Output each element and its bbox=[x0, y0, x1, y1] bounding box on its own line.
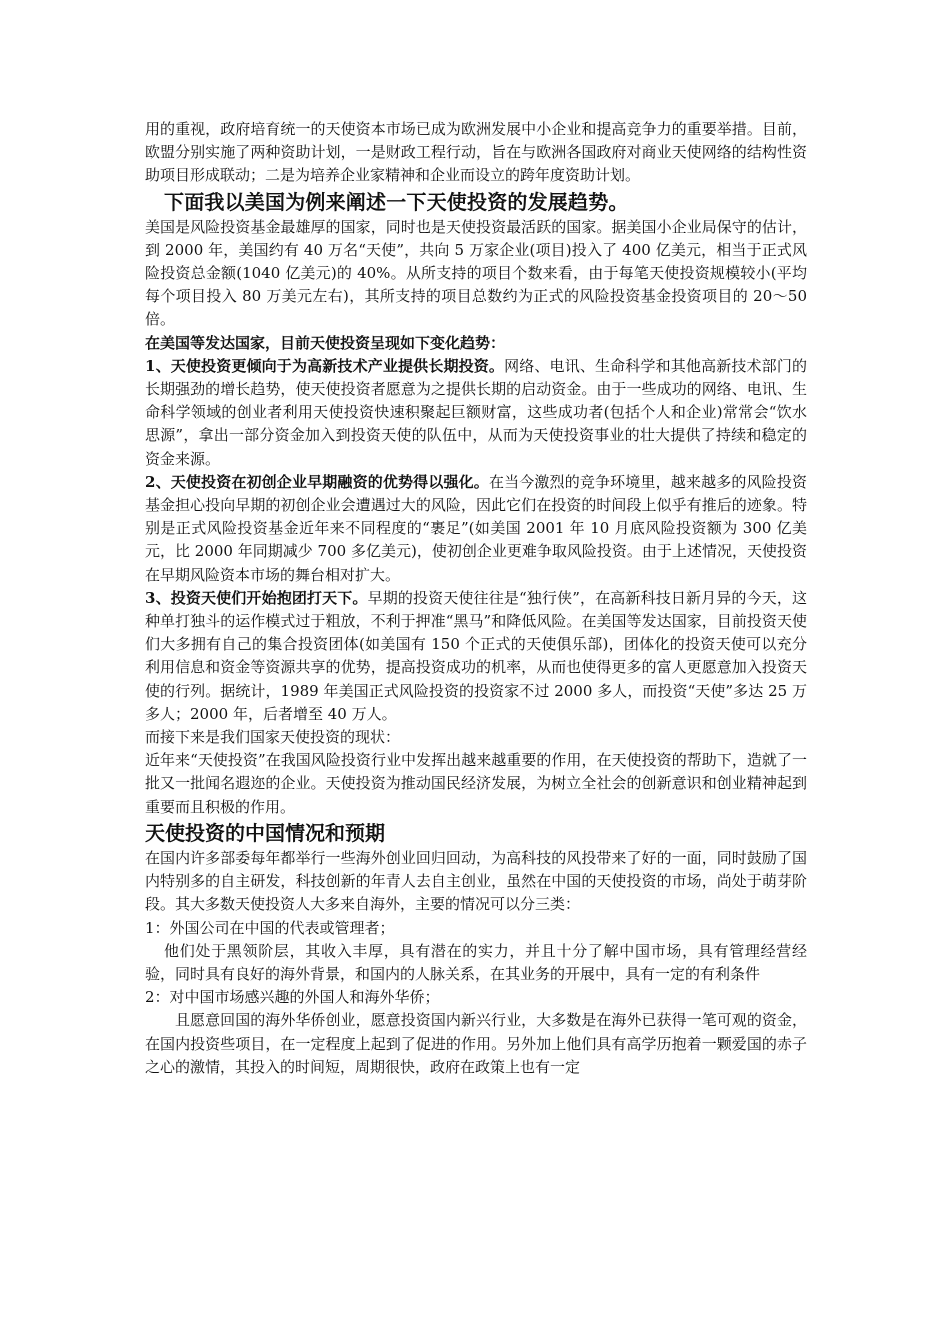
paragraph-china-intro: 而接下来是我们国家天使投资的现状： bbox=[145, 728, 401, 747]
trend-item-2-title: 2、天使投资在初创企业早期融资的优势得以强化。 bbox=[145, 472, 489, 491]
trend-item-2-body: 在当今激烈的竞争环境里，越来越多的风险投资基金担心投向早期的初创企业会遭遇过大的风险，因此它们在投资的时间段上似乎有推后的迹象。特别是正式风险投资基金近年来不同程度的“裹足”(如美国 2001 年 10 月底风险投资额为 300 亿美元，比 2000 年同期减少 700 多亿美元)，使初创企业更难争取风险投资。由于上述情况，天使投资在早期风险资本市场的舞台相对扩大。 bbox=[145, 472, 807, 584]
category-1-title: 1：外国公司在中国的代表或管理者； bbox=[145, 918, 395, 937]
category-2-title: 2：对中国市场感兴趣的外国人和海外华侨； bbox=[145, 988, 440, 1007]
section-heading-china: 天使投资的中国情况和预期 bbox=[145, 820, 385, 845]
category-2-body: 且愿意回国的海外华侨创业，愿意投资国内新兴行业，大多数是在海外已获得一笔可观的资金，在国内投资些项目，在一定程度上起到了促进的作用。另外加上他们具有高学历抱着一颗爱国的赤子之心的激情，其投入的时间短，周期很快，政府在政策上也有一定 bbox=[145, 1011, 807, 1076]
trend-item-1 bbox=[145, 355, 807, 471]
trend-intro: 在美国等发达国家，目前天使投资呈现如下变化趋势： bbox=[145, 333, 506, 352]
section-heading-us-trend: 下面我以美国为例来阐述一下天使投资的发展趋势。 bbox=[164, 189, 629, 214]
paragraph-eu-funding: 用的重视，政府培育统一的天使资本市场已成为欧洲发展中小企业和提高竞争力的重要举措。目前，欧盟分别实施了两种资助计划，一是财政工程行动，旨在与欧洲各国政府对商业天使网络的结构性资助项目形成联动；二是为培养企业家精神和企业而设立的跨年度资助计划。 bbox=[145, 120, 807, 185]
paragraph-china-role: 近年来“天使投资”在我国风险投资行业中发挥出越来越重要的作用，在天使投资的帮助下，造就了一批又一批闻名遐迩的企业。天使投资为推动国民经济发展，为树立全社会的创新意识和创业精神起到重要而且积极的作用。 bbox=[145, 751, 807, 816]
trend-item-3-body: 早期的投资天使往往是“独行侠”，在高新科技日新月异的今天，这种单打独斗的运作模式过于粗放，不利于押准“黑马”和降低风险。在美国等发达国家，目前投资天使们大多拥有自己的集合投资团体(如美国有 150 个正式的天使俱乐部)，团体化的投资天使可以充分利用信息和资金等资源共享的优势，提高投资成功的机率，从而也使得更多的富人更愿意加入投资天使的行列。据统计，1989 年美国正式风险投资的投资家不过 2000 多人，而投资“天使”多达 25 万多人；2000 年，后者增至 40 万人。 bbox=[145, 588, 807, 723]
trend-item-3-title: 3、投资天使们开始抱团打天下。 bbox=[145, 588, 368, 607]
paragraph-china-market: 在国内许多部委每年都举行一些海外创业回归回动，为高科技的风投带来了好的一面，同时鼓励了国内特别多的自主研发，科技创新的年青人去自主创业，虽然在中国的天使投资的市场，尚处于萌芽阶段。其大多数天使投资人大多来自海外，主要的情况可以分三类： bbox=[145, 848, 807, 914]
document-body bbox=[145, 118, 807, 1079]
trend-item-1-body: 网络、电讯、生命科学和其他高新技术部门的长期强劲的增长趋势，使天使投资者愿意为之提供长期的启动资金。由于一些成功的网络、电讯、生命科学领域的创业者利用天使投资快速积聚起巨额财富，这些成功者(包括个人和企业)常常会“饮水思源”，拿出一部分资金加入到投资天使的队伍中，从而为天使投资事业的壮大提供了持续和稳定的资金来源。 bbox=[145, 356, 807, 468]
trend-item-1-title: 1、天使投资更倾向于为高新技术产业提供长期投资。 bbox=[145, 356, 505, 375]
trend-item-3 bbox=[145, 587, 807, 726]
category-1-body: 他们处于黑领阶层，其收入丰厚，具有潜在的实力，并且十分了解中国市场，具有管理经营经验，同时具有良好的海外背景，和国内的人脉关系，在其业务的开展中，具有一定的有利条件 bbox=[145, 941, 807, 983]
trend-item-2 bbox=[145, 471, 807, 587]
paragraph-us-overview: 美国是风险投资基金最雄厚的国家，同时也是天使投资最活跃的国家。据美国小企业局保守的估计，到 2000 年，美国约有 40 万名“天使”，共向 5 万家企业(项目)投入了 400 亿美元，相当于正式风险投资总金额(1040 亿美元)的 40%。从所支持的项目个数来看，由于每笔天使投资规模较小(平均每个项目投入 80 万美元左右)，其所支持的项目总数约为正式的风险投资基金投资项目的 20～50 倍。 bbox=[145, 217, 807, 329]
